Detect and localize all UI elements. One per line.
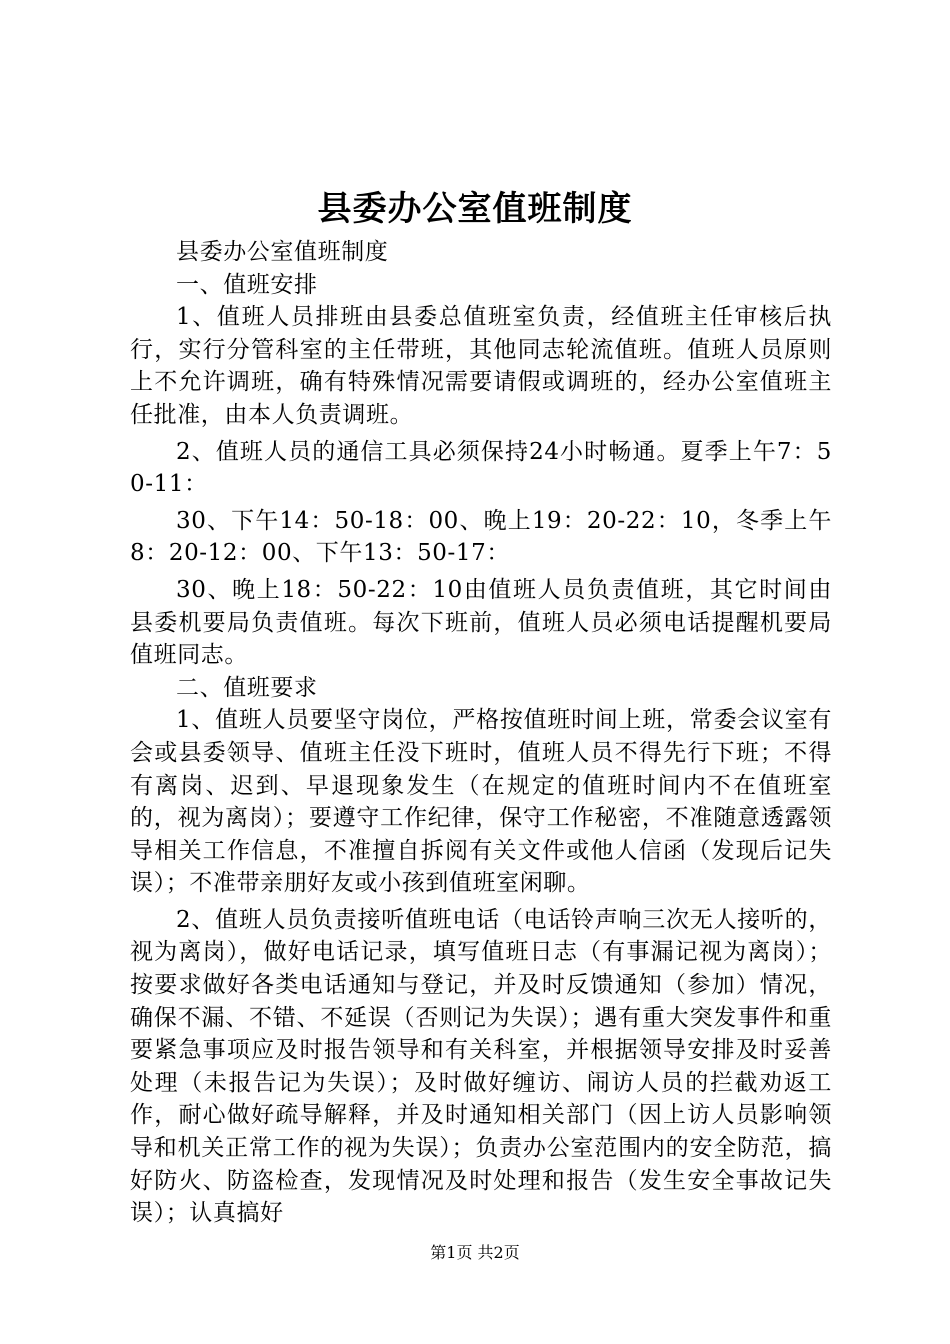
paragraph-requirements-1: 1、值班人员要坚守岗位，严格按值班时间上班，常委会议室有会或县委领导、值班主任没下班时，值班人员不得先行下班；不得有离岗、迟到、早退现象发生（在规定的值班时间内不在值班室的，视为离岗）；要遵守工作纪律，保守工作秘密，不准随意透露领导相关工作信息，不准擅自拆阅有关文件或他人信函（发现后记失误）；不准带亲朋好友或小孩到值班室闲聊。: [130, 707, 832, 897]
paragraph-subtitle: 县委办公室值班制度: [176, 239, 389, 265]
section-heading-arrangement: 一、值班安排: [176, 271, 318, 298]
paragraph-arrangement-2: 2、值班人员的通信工具必须保持24小时畅通。夏季上午7：50-11：: [130, 438, 832, 498]
paragraph-requirements-2: 2、值班人员负责接听值班电话（电话铃声响三次无人接听的，视为离岗），做好电话记录，填写值班日志（有事漏记视为离岗）；按要求做好各类电话通知与登记，并及时反馈通知（参加）情况，确保不漏、不错、不延误（否则记为失误）；遇有重大突发事件和重要紧急事项应及时报告领导和有关科室，并根据领导安排及时妥善处理（未报告记为失误）；及时做好缠访、闹访人员的拦截劝返工作，耐心做好疏导解释，并及时通知相关部门（因上访人员影响领导和机关正常工作的视为失误）；负责办公室范围内的安全防范，搞好防火、防盗检查，发现情况及时处理和报告（发生安全事故记失误）；认真搞好: [130, 906, 832, 1227]
document-body: [130, 236, 832, 1230]
paragraph-arrangement-3: 30、下午14：50-18：00、晚上19：20-22：10，冬季上午8：20-12：00、下午13：50-17：: [130, 507, 832, 567]
page-footer: 第1页 共2页: [430, 1243, 520, 1262]
section-heading-requirements: 二、值班要求: [176, 674, 318, 701]
paragraph-arrangement-1: 1、值班人员排班由县委总值班室负责，经值班主任审核后执行，实行分管科室的主任带班，其他同志轮流值班。值班人员原则上不允许调班，确有特殊情况需要请假或调班的，经办公室值班主任批准，由本人负责调班。: [130, 304, 832, 428]
paragraph-arrangement-4: 30、晚上18：50-22：10由值班人员负责值班，其它时间由县委机要局负责值班。每次下班前，值班人员必须电话提醒机要局值班同志。: [130, 576, 832, 669]
document-title: 县委办公室值班制度: [317, 189, 633, 229]
